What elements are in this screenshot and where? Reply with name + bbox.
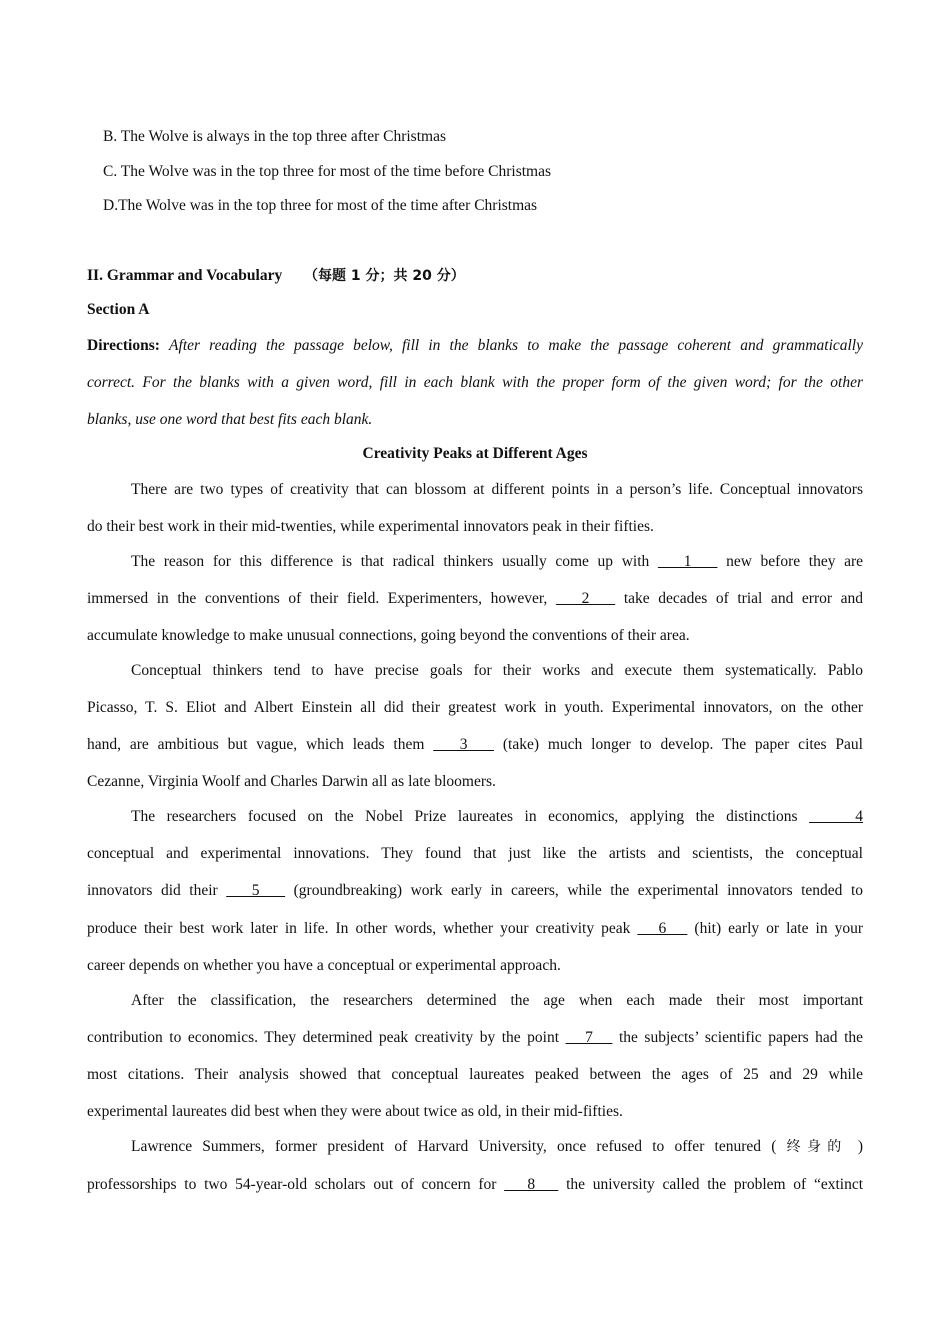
p3-line-2: Picasso, T. S. Eliot and Albert Einstein all did their greatest work in youth. Experimental innovators, on the other — [87, 699, 863, 716]
blank-8: 8 — [504, 1176, 559, 1193]
option-b: B. The Wolve is always in the top three after Christmas — [103, 128, 446, 145]
p4-line-4 — [87, 910, 863, 947]
p1-line-2: do their best work in their mid-twenties, while experimental innovators peak in their fifties. — [87, 518, 654, 535]
p6-line-2 — [87, 1166, 863, 1203]
p3-text: (take) much longer to develop. The paper cites Paul — [502, 736, 863, 753]
directions-text-1: After reading the passage below, fill in the blanks to make the passage coherent and grammatically — [169, 337, 863, 354]
p2-text: take decades of trial and error and — [623, 590, 863, 607]
p1-line-1: There are two types of creativity that can blossom at different points in a person’s life. Conceptual innovators — [131, 481, 863, 498]
blank-6: 6 — [637, 920, 688, 937]
p4-line-2: conceptual and experimental innovations. They found that just like the artists and scientists, the conceptual — [87, 845, 863, 862]
section-title: II. Grammar and Vocabulary — [87, 267, 283, 284]
p2-text: new before they are — [726, 553, 863, 570]
blank-2: 2 — [555, 590, 616, 607]
blank-4: 4 — [809, 808, 863, 825]
option-c: C. The Wolve was in the top three for most of the time before Christmas — [103, 163, 552, 180]
p6-text: Lawrence Summers, former president of Harvard University, once refused to offer tenured ( — [131, 1138, 777, 1155]
blank-3: 3 — [433, 736, 495, 753]
p3-text: hand, are ambitious but vague, which leads them — [87, 736, 434, 753]
section-a-label: Section A — [87, 301, 150, 318]
section-heading — [87, 266, 465, 286]
directions-label: Directions: — [87, 337, 160, 354]
p3-line-4: Cezanne, Virginia Woolf and Charles Darwin all as late bloomers. — [87, 773, 496, 790]
p4-text: The researchers focused on the Nobel Prize laureates in economics, applying the distinctions — [131, 808, 810, 825]
directions-line-3: blanks, use one word that best fits each blank. — [87, 411, 373, 428]
p5-line-3: most citations. Their analysis showed that conceptual laureates peaked between the ages of 25 and 29 while — [87, 1066, 863, 1083]
score-note: （每题 1 分；共 20 分） — [303, 268, 465, 284]
p5-line-2 — [87, 1019, 863, 1056]
p4-line-3 — [87, 872, 863, 909]
blank-5: 5 — [226, 882, 286, 899]
directions-line-1 — [87, 327, 863, 364]
directions-line-2: correct. For the blanks with a given word, fill in each blank with the proper form of the given word; for the other — [87, 374, 863, 391]
p6-cjk-gloss: 终身的 — [786, 1139, 848, 1155]
p5-text: contribution to economics. They determined peak creativity by the point — [87, 1029, 566, 1046]
p2-line-3: accumulate knowledge to make unusual connections, going beyond the conventions of their area. — [87, 627, 690, 644]
blank-1: 1 — [657, 553, 718, 570]
p2-line-2 — [87, 580, 863, 617]
option-d: D.The Wolve was in the top three for most of the time after Christmas — [103, 197, 538, 214]
p3-line-3 — [87, 726, 863, 763]
p3-line-1: Conceptual thinkers tend to have precise goals for their works and execute them systematically. Pablo — [131, 662, 863, 679]
p6-line-1 — [87, 1128, 863, 1166]
p4-text: (hit) early or late in your — [694, 920, 863, 937]
p2-line-1 — [87, 543, 863, 580]
p6-text: professorships to two 54-year-old scholars out of concern for — [87, 1176, 505, 1193]
blank-7: 7 — [565, 1029, 613, 1046]
p4-line-5: career depends on whether you have a conceptual or experimental approach. — [87, 957, 561, 974]
p6-text: ) — [857, 1138, 863, 1155]
p5-text: the subjects’ scientific papers had the — [618, 1029, 863, 1046]
p4-text: produce their best work later in life. In other words, whether your creativity peak — [87, 920, 638, 937]
p4-line-1 — [87, 798, 863, 835]
p5-line-4: experimental laureates did best when they were about twice as old, in their mid-fifties. — [87, 1103, 623, 1120]
p4-text: innovators did their — [87, 882, 227, 899]
passage-title: Creativity Peaks at Different Ages — [362, 445, 588, 462]
p5-line-1: After the classification, the researchers determined the age when each made their most important — [131, 992, 863, 1009]
p2-text: The reason for this difference is that radical thinkers usually come up with — [131, 553, 658, 570]
p2-text: immersed in the conventions of their field. Experimenters, however, — [87, 590, 556, 607]
p6-text: the university called the problem of “extinct — [566, 1176, 863, 1193]
p4-text: (groundbreaking) work early in careers, while the experimental innovators tended to — [293, 882, 863, 899]
